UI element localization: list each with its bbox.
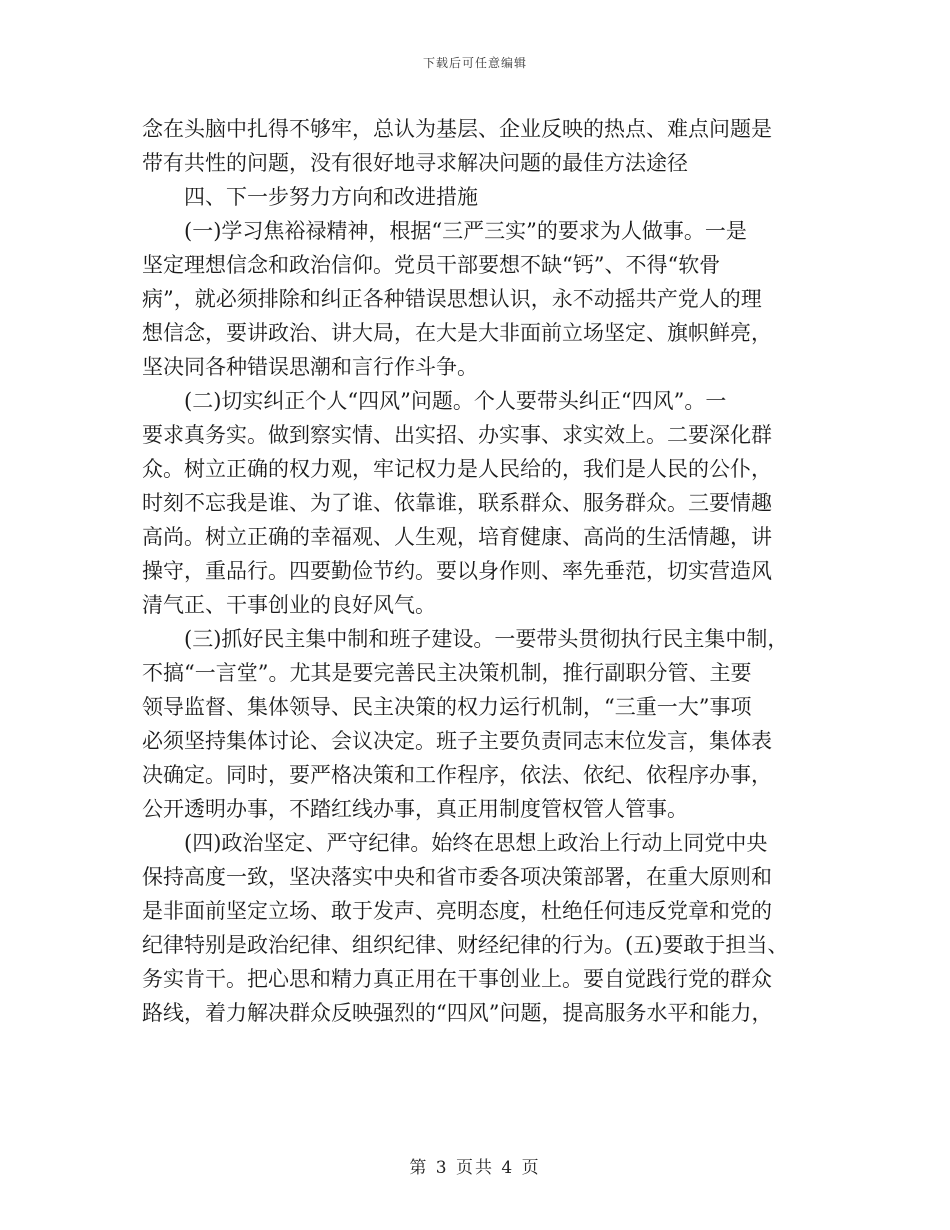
paragraph: (三)抓好民主集中制和班子建设。一要带头贯彻执行民主集中制， 不搞“一言堂”。尤其是要完善民主决策机制，推行副职分管、主要 领导监督、集体领导、民主决策的权力运行机制，“三重一大”事项 必须坚持集体讨论、会议决定。班子主要负责同志末位发言，集体表 决确定。同时，要严格决策和工作程序，依法、依纪、依程序办事， 公开透明办事，不踏红线办事，真正用制度管权管人管事。 xyxy=(142,627,789,821)
paragraph: 念在头脑中扎得不够牢，总认为基层、企业反映的热点、难点问题是 带有共性的问题，没有很好地寻求解决问题的最佳方法途径 xyxy=(142,117,772,175)
page-number-footer: 第 3 页共 4 页 xyxy=(409,1158,541,1178)
paragraph: (四)政治坚定、严守纪律。始终在思想上政治上行动上同党中央 保持高度一致，坚决落实中央和省市委各项决策部署，在重大原则和 是非面前坚定立场、敢于发声、亮明态度，杜绝任何违反党章和党的 纪律特别是政治纪律、组织纪律、财经纪律的行为。(五)要敢于担当、 务实肯干。把心思和精力真正用在干事创业上。要自觉践行党的群众 路线，着力解决群众反映强烈的“四风”问题，提高服务水平和能力， xyxy=(142,831,789,1025)
paragraph: (一)学习焦裕禄精神，根据“三严三实”的要求为人做事。一是 坚定理想信念和政治信仰。党员干部要想不缺“钙”、不得“软骨 病”，就必须排除和纠正各种错误思想认识，永不动摇共产党人的理 想信念，要讲政治、讲大局，在大是大非面前立场坚定、旗帜鲜亮， 坚决同各种错误思潮和言行作斗争。 xyxy=(142,219,772,379)
document-body xyxy=(142,112,802,1030)
paragraph: (二)切实纠正个人“四风”问题。个人要带头纠正“四风”。一 要求真务实。做到察实情、出实招、办实事、求实效上。二要深化群 众。树立正确的权力观，牢记权力是人民给的，我们是人民的公仆， 时刻不忘我是谁、为了谁、依靠谁，联系群众、服务群众。三要情趣 高尚。树立正确的幸福观、人生观，培育健康、高尚的生活情趣，讲 操守，重品行。四要勤俭节约。要以身作则、率先垂范，切实营造风 清气正、干事创业的良好风气。 xyxy=(142,389,772,617)
page-header: 下载后可任意编辑 xyxy=(422,56,527,70)
section-heading: 四、下一步努力方向和改进措施 xyxy=(142,185,478,209)
